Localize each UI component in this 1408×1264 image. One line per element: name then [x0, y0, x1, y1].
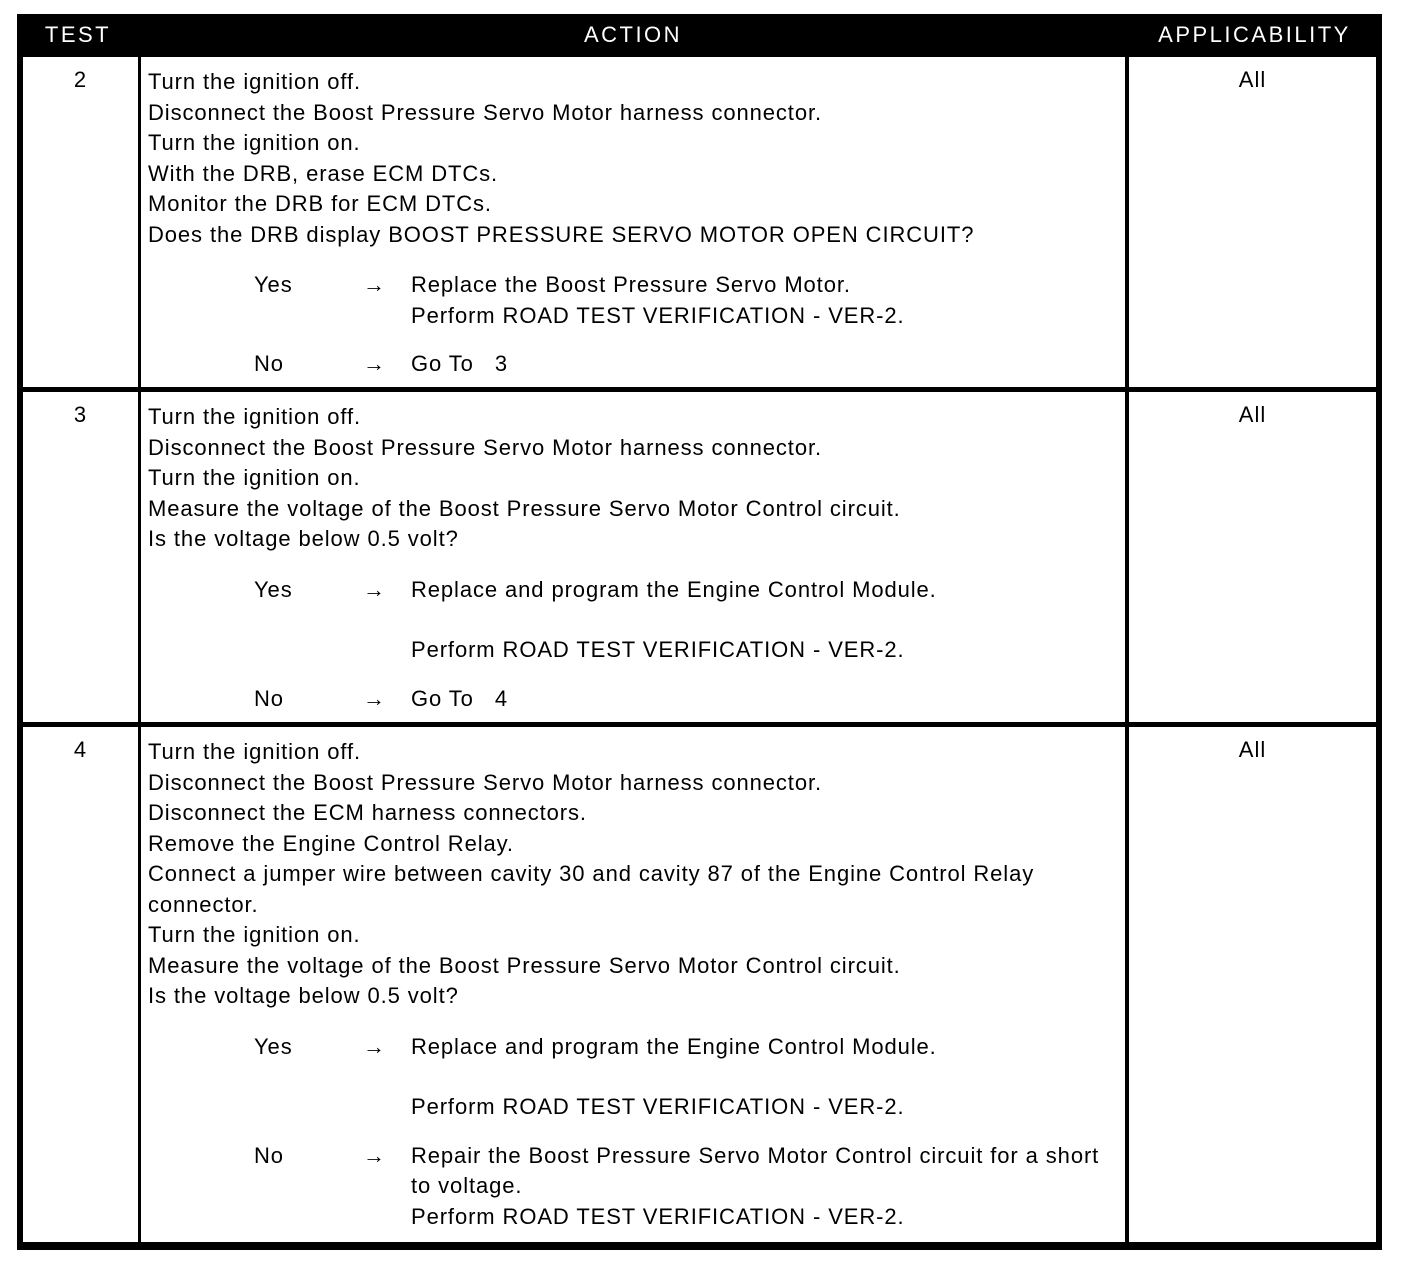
action-step: Disconnect the Boost Pressure Servo Motor harness connector.: [148, 769, 822, 795]
diagnostic-test-table: [17, 14, 1382, 1250]
header-action: ACTION: [583, 22, 683, 47]
yes-result: [148, 575, 1125, 666]
action-step: Measure the voltage of the Boost Pressure Servo Motor Control circuit.: [148, 952, 901, 978]
action-cell: [141, 727, 1125, 1242]
action-step: Monitor the DRB for ECM DTCs.: [148, 191, 492, 216]
applicability-cell: [1129, 57, 1376, 387]
no-line: to voltage.: [411, 1173, 523, 1198]
action-step: Measure the voltage of the Boost Pressure Servo Motor Control circuit.: [148, 495, 901, 521]
test-number: 3: [73, 402, 88, 427]
applicability-value: All: [1238, 402, 1267, 427]
action-step: Disconnect the Boost Pressure Servo Motor harness connector.: [148, 434, 822, 460]
arrow-icon: →: [363, 1033, 386, 1059]
yes-label: Yes: [254, 1033, 293, 1059]
no-result: [148, 1141, 1125, 1233]
yes-line: Perform ROAD TEST VERIFICATION - VER-2.: [411, 1094, 905, 1119]
no-result: [148, 684, 1125, 715]
action-step: Turn the ignition off.: [148, 404, 362, 429]
action-cell: [141, 392, 1125, 722]
test-number: 2: [73, 67, 88, 92]
yes-result: [148, 1032, 1125, 1123]
no-line: Go To 3: [411, 351, 508, 376]
yes-line: Perform ROAD TEST VERIFICATION - VER-2.: [411, 302, 905, 328]
arrow-icon: →: [363, 272, 386, 297]
header-applicability: APPLICABILITY: [1158, 22, 1351, 47]
applicability-value: All: [1238, 67, 1267, 92]
no-line: Repair the Boost Pressure Servo Motor Control circuit for a short: [411, 1142, 1100, 1168]
test-number-cell: [23, 57, 138, 387]
action-step: Disconnect the ECM harness connectors.: [148, 800, 587, 825]
header-test: TEST: [44, 22, 112, 47]
no-label: No: [254, 351, 284, 376]
action-step: Turn the ignition on.: [148, 465, 361, 490]
test-number: 4: [73, 737, 88, 762]
arrow-icon: →: [363, 1142, 386, 1168]
no-label: No: [254, 685, 284, 711]
table-header: [17, 14, 1382, 56]
applicability-cell: [1129, 727, 1376, 1242]
applicability-cell: [1129, 392, 1376, 722]
action-step: connector.: [148, 891, 259, 917]
action-step: Does the DRB display BOOST PRESSURE SERVO MOTOR OPEN CIRCUIT?: [148, 221, 975, 247]
action-step: Connect a jumper wire between cavity 30 and cavity 87 of the Engine Control Relay: [148, 861, 1035, 886]
action-step: Disconnect the Boost Pressure Servo Motor harness connector.: [148, 99, 822, 125]
yes-line: Replace the Boost Pressure Servo Motor.: [411, 272, 851, 297]
test-number-cell: [23, 727, 138, 1242]
action-step: Turn the ignition off.: [148, 739, 362, 764]
arrow-icon: →: [363, 351, 386, 376]
test-number-cell: [23, 392, 138, 722]
action-step: Turn the ignition on.: [148, 922, 361, 947]
yes-label: Yes: [254, 272, 293, 297]
arrow-icon: →: [363, 576, 386, 602]
yes-label: Yes: [254, 576, 293, 602]
action-step: With the DRB, erase ECM DTCs.: [148, 160, 499, 186]
action-step: Turn the ignition on.: [148, 130, 361, 155]
action-cell: [141, 57, 1125, 387]
yes-line: Replace and program the Engine Control Module.: [411, 576, 937, 602]
applicability-value: All: [1238, 737, 1267, 762]
action-step: Is the voltage below 0.5 volt?: [148, 526, 459, 551]
arrow-icon: →: [363, 685, 386, 711]
yes-result: [148, 270, 1125, 331]
no-result: [148, 349, 1125, 380]
no-label: No: [254, 1142, 284, 1168]
no-line: Go To 4: [411, 685, 508, 711]
action-step: Remove the Engine Control Relay.: [148, 830, 514, 856]
action-step: Is the voltage below 0.5 volt?: [148, 983, 459, 1008]
yes-line: Perform ROAD TEST VERIFICATION - VER-2.: [411, 637, 905, 662]
no-line: Perform ROAD TEST VERIFICATION - VER-2.: [411, 1203, 905, 1229]
yes-line: Replace and program the Engine Control Module.: [411, 1033, 937, 1059]
action-step: Turn the ignition off.: [148, 69, 362, 94]
